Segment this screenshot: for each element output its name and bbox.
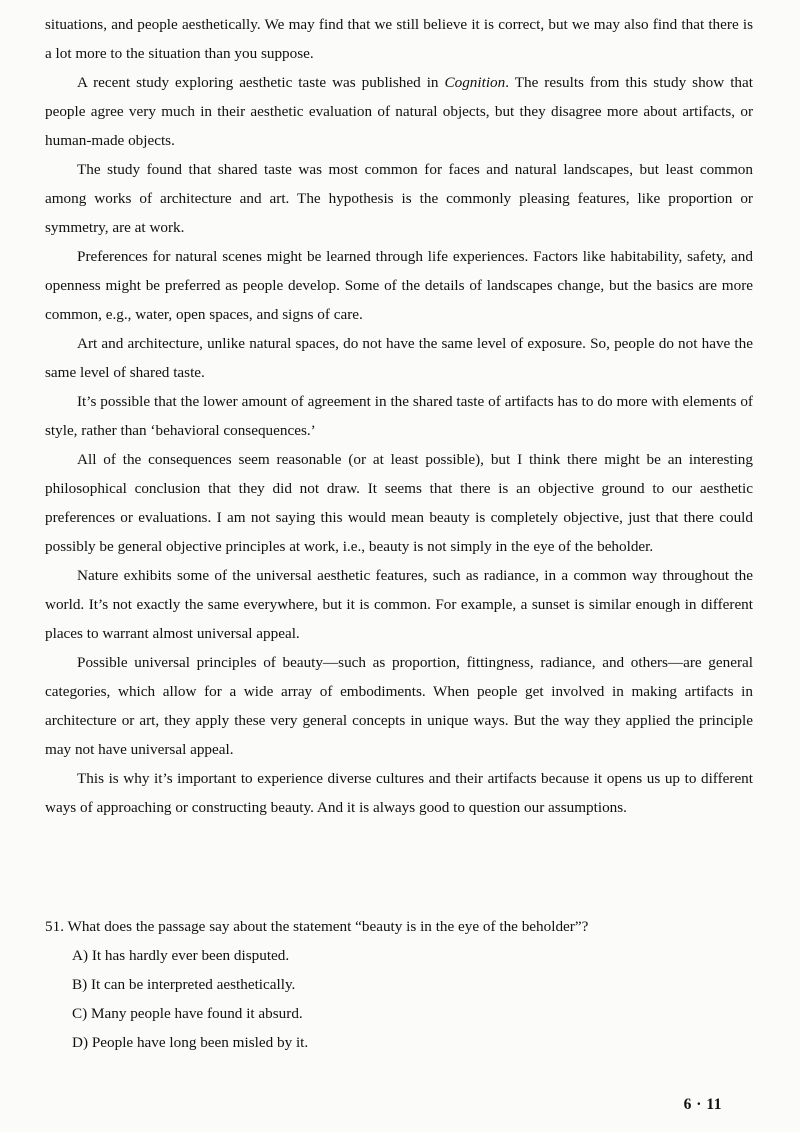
passage-paragraph-2 — [45, 68, 753, 155]
reading-passage — [45, 10, 753, 822]
passage-paragraph-3: The study found that shared taste was most common for faces and natural landscapes, but least common among works of architecture and art. The hypothesis is the commonly pleasing features, like proportion or symmetry, are at work. — [45, 161, 753, 236]
answer-options — [45, 941, 753, 1057]
passage-paragraph-10: This is why it’s important to experience diverse cultures and their artifacts because it opens us up to different ways of approaching or constructing beauty. And it is always good to question our assumptions. — [45, 770, 753, 816]
option-c[interactable]: C) Many people have found it absurd. — [72, 1005, 303, 1022]
passage-paragraph-9: Possible universal principles of beauty—such as proportion, fittingness, radiance, and others—are general categories, which allow for a wide array of embodiments. When people get involved in making artifacts in architecture or art, they apply these very general concepts in unique ways. But the way they applied the principle may not have universal appeal. — [45, 654, 753, 758]
journal-name: Cognition — [444, 74, 506, 91]
option-a[interactable]: A) It has hardly ever been disputed. — [72, 947, 290, 964]
passage-paragraph-5: Art and architecture, unlike natural spaces, do not have the same level of exposure. So, people do not have the same level of shared taste. — [45, 335, 753, 381]
passage-paragraph-8: Nature exhibits some of the universal aesthetic features, such as radiance, in a common way throughout the world. It’s not exactly the same everywhere, but it is common. For example, a sunset is similar enough in different places to warrant almost universal appeal. — [45, 567, 753, 642]
passage-paragraph-1: situations, and people aesthetically. We may find that we still believe it is correct, but we may also find that there is a lot more to the situation than you suppose. — [45, 16, 753, 62]
question-51 — [45, 912, 753, 1057]
question-stem: 51. What does the passage say about the statement “beauty is in the eye of the beholder”? — [45, 918, 589, 935]
study-text-before: A recent study exploring aesthetic taste was published in — [77, 74, 445, 91]
option-d[interactable]: D) People have long been misled by it. — [72, 1034, 309, 1051]
passage-paragraph-6: It’s possible that the lower amount of agreement in the shared taste of artifacts has to do more with elements of style, rather than ‘behavioral consequences.’ — [45, 393, 753, 439]
page-number: 6 · 11 — [683, 1096, 722, 1113]
passage-paragraph-7: All of the consequences seem reasonable (or at least possible), but I think there might be an interesting philosophical conclusion that they did not draw. It seems that there is an objective ground to our aesthetic preferences or evaluations. I am not saying this would mean beauty is completely objective, just that there could possibly be general objective principles at work, i.e., beauty is not simply in the eye of the beholder. — [45, 451, 753, 555]
passage-paragraph-4: Preferences for natural scenes might be learned through life experiences. Factors like habitability, safety, and openness might be preferred as people develop. Some of the details of landscapes change, but the basics are more common, e.g., water, open spaces, and signs of care. — [45, 248, 753, 323]
option-b[interactable]: B) It can be interpreted aesthetically. — [72, 976, 296, 993]
study-text-after: . The results from this study show that people agree very much in their aesthetic evaluation of natural objects, but they disagree more about artifacts, or human-made objects. — [45, 74, 753, 149]
